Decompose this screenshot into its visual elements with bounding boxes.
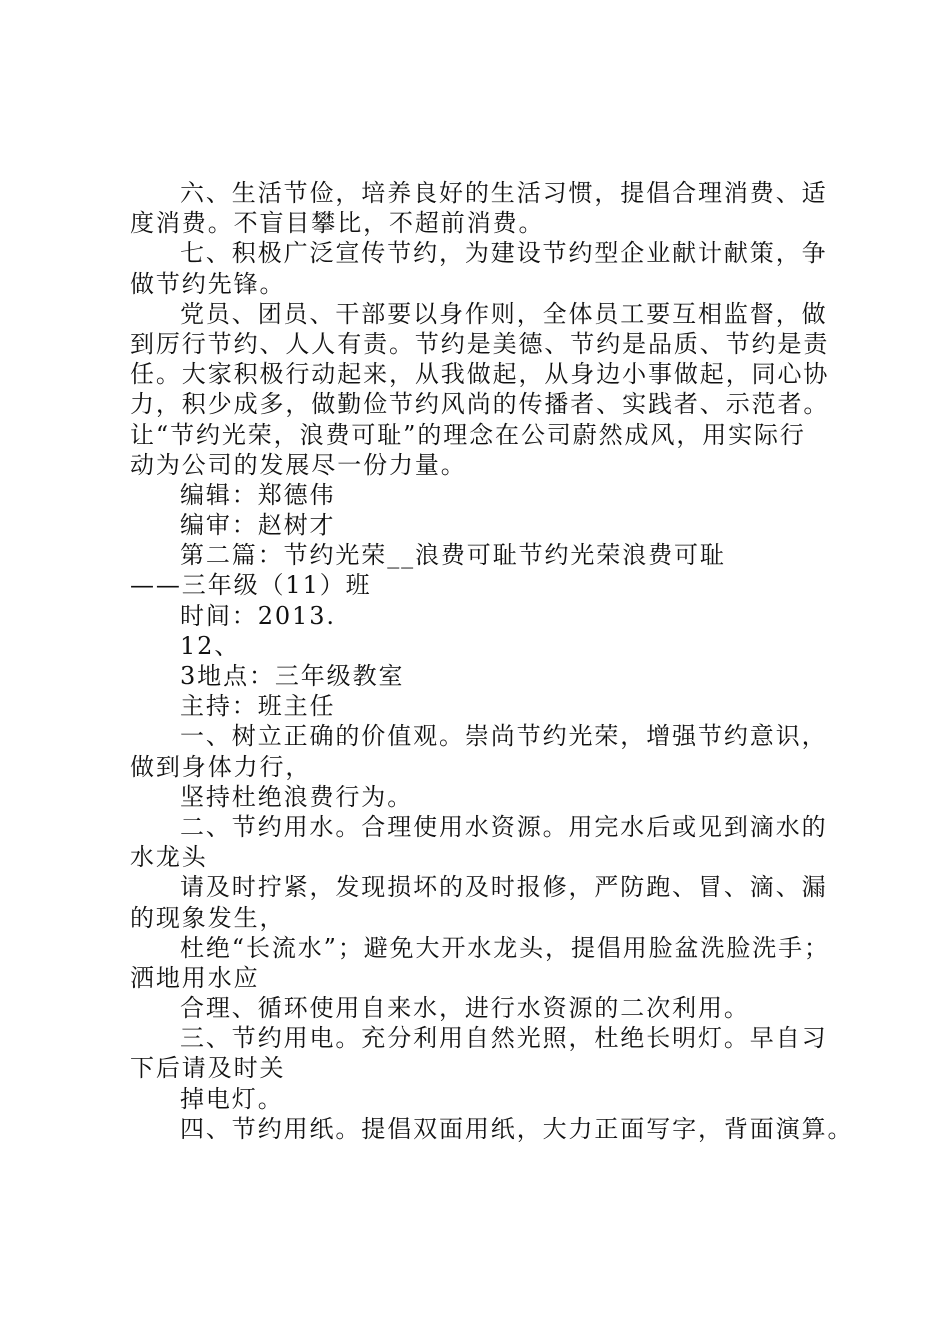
text-line: 编辑：郑德伟 (180, 480, 336, 509)
text-line: 水龙头 (130, 843, 208, 872)
text-line: 时间：2013. (180, 601, 336, 630)
text-line: 掉电灯。 (180, 1084, 284, 1113)
text-line: 七、积极广泛宣传节约，为建设节约型企业献计献策，争 (180, 239, 828, 268)
text-line: 的现象发生， (130, 903, 286, 932)
text-line: 合理、循环使用自来水，进行水资源的二次利用。 (180, 994, 750, 1023)
text-line: 主持：班主任 (180, 692, 336, 721)
text-line: 洒地用水应 (130, 963, 260, 992)
text-line: 一、树立正确的价值观。崇尚节约光荣，增强节约意识， (180, 722, 828, 751)
text-line: 做节约先锋。 (130, 269, 286, 298)
text-line: 三、节约用电。充分利用自然光照，杜绝长明灯。早自习 (180, 1024, 828, 1053)
text-line: 四、节约用纸。提倡双面用纸，大力正面写字，背面演算。 (180, 1114, 854, 1143)
text-line: 杜绝“长流水”；避免大开水龙头，提倡用脸盆洗脸洗手； (180, 933, 830, 962)
text-line: ——三年级（11）班 (130, 571, 372, 600)
text-line: 3地点：三年级教室 (180, 662, 405, 690)
text-line: 动为公司的发展尽一份力量。 (130, 450, 467, 479)
text-line: 下后请及时关 (130, 1054, 286, 1083)
text-line: 12、 (180, 631, 241, 660)
text-line: 让“节约光荣，浪费可耻”的理念在公司蔚然成风，用实际行 (130, 420, 806, 449)
text-line: 坚持杜绝浪费行为。 (180, 782, 414, 811)
text-line: 二、节约用水。合理使用水资源。用完水后或见到滴水的 (180, 812, 828, 841)
text-line: 到厉行节约、人人有责。节约是美德、节约是品质、节约是责 (130, 329, 830, 358)
text-line: 做到身体力行， (130, 752, 312, 781)
text-line: 任。大家积极行动起来，从我做起，从身边小事做起，同心协 (130, 360, 830, 389)
text-line: 请及时拧紧，发现损坏的及时报修，严防跑、冒、滴、漏 (180, 873, 828, 902)
text-line: 党员、团员、干部要以身作则，全体员工要互相监督，做 (180, 299, 828, 328)
text-line: 力，积少成多，做勤俭节约风尚的传播者、实践者、示范者。 (130, 390, 830, 419)
text-line: 度消费。不盲目攀比，不超前消费。 (130, 209, 545, 238)
document-body (130, 178, 854, 1144)
text-line: 六、生活节俭，培养良好的生活习惯，提倡合理消费、适 (180, 179, 828, 207)
text-line: 第二篇：节约光荣__浪费可耻节约光荣浪费可耻 (180, 541, 726, 570)
text-line: 编审：赵树才 (180, 511, 336, 540)
